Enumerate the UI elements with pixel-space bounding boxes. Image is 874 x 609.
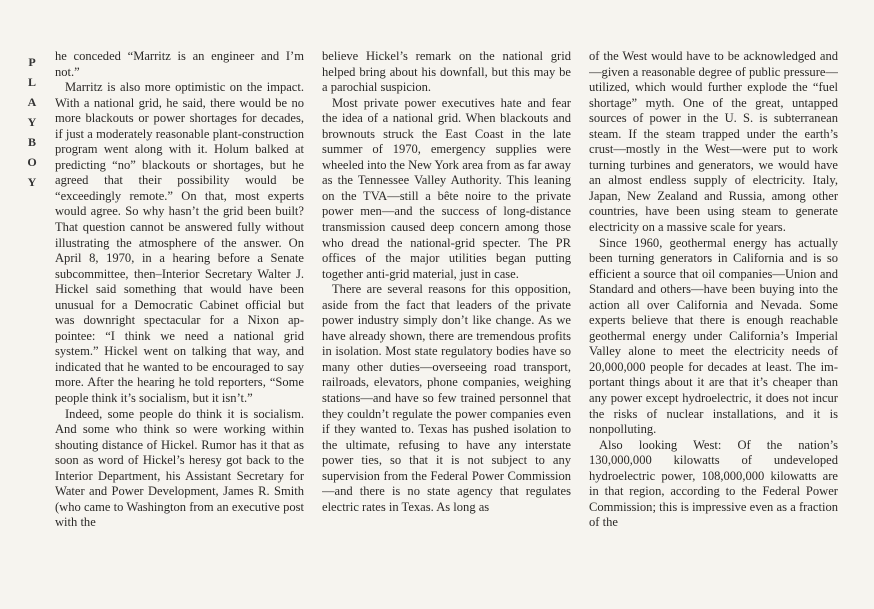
- article-column-3: [589, 49, 838, 609]
- paragraph: of the West would have to be acknowledged and—given a reasonable degree of public pressure—utilized, which would further explode the “fuel shortage” myth. One of the great, untapped sources of power in the U. S. is subterranean steam. If the steam trapped under the earth’s crust—mostly in the West—were put to work turning turbines and generators, we would have an almost endless supply of electricity. Italy, Japan, New Zealand and Russia, among other countries, have been using steam to generate electricity on a massive scale for years.: [589, 49, 838, 235]
- paragraph: There are several reasons for this opposition, aside from the fact that leaders of the private power industry simply don’t like change. As we have already shown, there are tremendous profits in isolation. Most state regulatory bodies have so many other duties—overseeing road transport, railroads, elevators, phone companies, weighing stations—and have so few trained personnel that they couldn’t regulate the power companies even if they wanted to. Texas has pushed isolation to the ultimate, refusing to have any interstate power ties, so that it is not subject to any supervision from the Federal Power Commission—and there is no state agency that regulates electric rates in Texas. As long as: [322, 282, 571, 514]
- side-label-letter: A: [27, 95, 37, 109]
- paragraph: Indeed, some people do think it is socialism. And some who think so were working within shouting distance of Hickel. Rumor has it that as soon as word of Hickel’s heresy got back to the Interior Department, his Assistant Secretary for Water and Power Development, James R. Smith (who came to Washington from an executive post with the: [55, 406, 304, 530]
- side-label-letter: Y: [27, 175, 37, 189]
- paragraph: Most private power executives hate and fear the idea of a national grid. When blackouts and brownouts struck the East Coast in the late summer of 1970, emergency supplies were wheeled into the New York area from as far away as the Tennessee Valley Authority. This leaning on the TVA—still a bête noire to the private power men—and the success of long-distance transmission caused deep concern among those who dread the national-grid specter. The PR offices of the major utilities began putting together anti-grid material, just in case.: [322, 95, 571, 281]
- paragraph: he conceded “Marritz is an engineer and I’m not.”: [55, 49, 304, 79]
- paragraph: Marritz is also more optimistic on the impact. With a national grid, he said, there would be no more blackouts or power shortages for decades, if just a moderately reasonable plant-construction program went along with it. Holum balked at predicting “no” blackouts or shortages, but he agreed that their possibility would be “exceedingly remote.” On that, most experts would agree. So why hasn’t the grid been built? That question cannot be answered fully without illustrating the atmosphere of the answer. On April 8, 1970, in a hearing before a Senate subcommittee, then–Interior Secretary Walter J. Hickel said something that would have been unusual for a Democratic Cabinet official but was downright spectacular for a Nixon appointee: “I think we need a national grid system.” Hickel went on talking that way, and indicated that he wanted to be encouraged to say more. After the hearing he told reporters, “Some people think it’s socialism, but it isn’t.”: [55, 80, 304, 406]
- paragraph: believe Hickel’s remark on the national grid helped bring about his downfall, but this may be a parochial suspicion.: [322, 49, 571, 95]
- paragraph: Also looking West: Of the nation’s 130,000,000 kilowatts of undeveloped hydroelectric power, 108,000,000 kilowatts are in that region, according to the Federal Power Commission; this is impressive even as a fraction of the: [589, 437, 838, 530]
- article-column-2: [322, 49, 571, 609]
- side-label-letter: L: [27, 75, 36, 89]
- side-label-letter: P: [28, 55, 36, 69]
- magazine-side-label: [22, 52, 42, 192]
- article-column-1: [55, 49, 304, 609]
- side-label-letter: O: [27, 155, 37, 169]
- paragraph: Since 1960, geothermal energy has actually been turning generators in California and is so efficient a source that oil companies—Union and Standard and others—have been buying into the action all over California and Nevada. Some experts believe that there is enough reachable geothermal energy under California’s Imperial Valley alone to meet the electricity needs of 20,000,000 people for decades at least. The important things about it are that it’s cheaper than any power except hydroelectric, it does not incur the risks of nuclear installations, and it is nonpolluting.: [589, 235, 838, 437]
- side-label-letter: Y: [27, 115, 37, 129]
- side-label-letter: B: [27, 135, 36, 149]
